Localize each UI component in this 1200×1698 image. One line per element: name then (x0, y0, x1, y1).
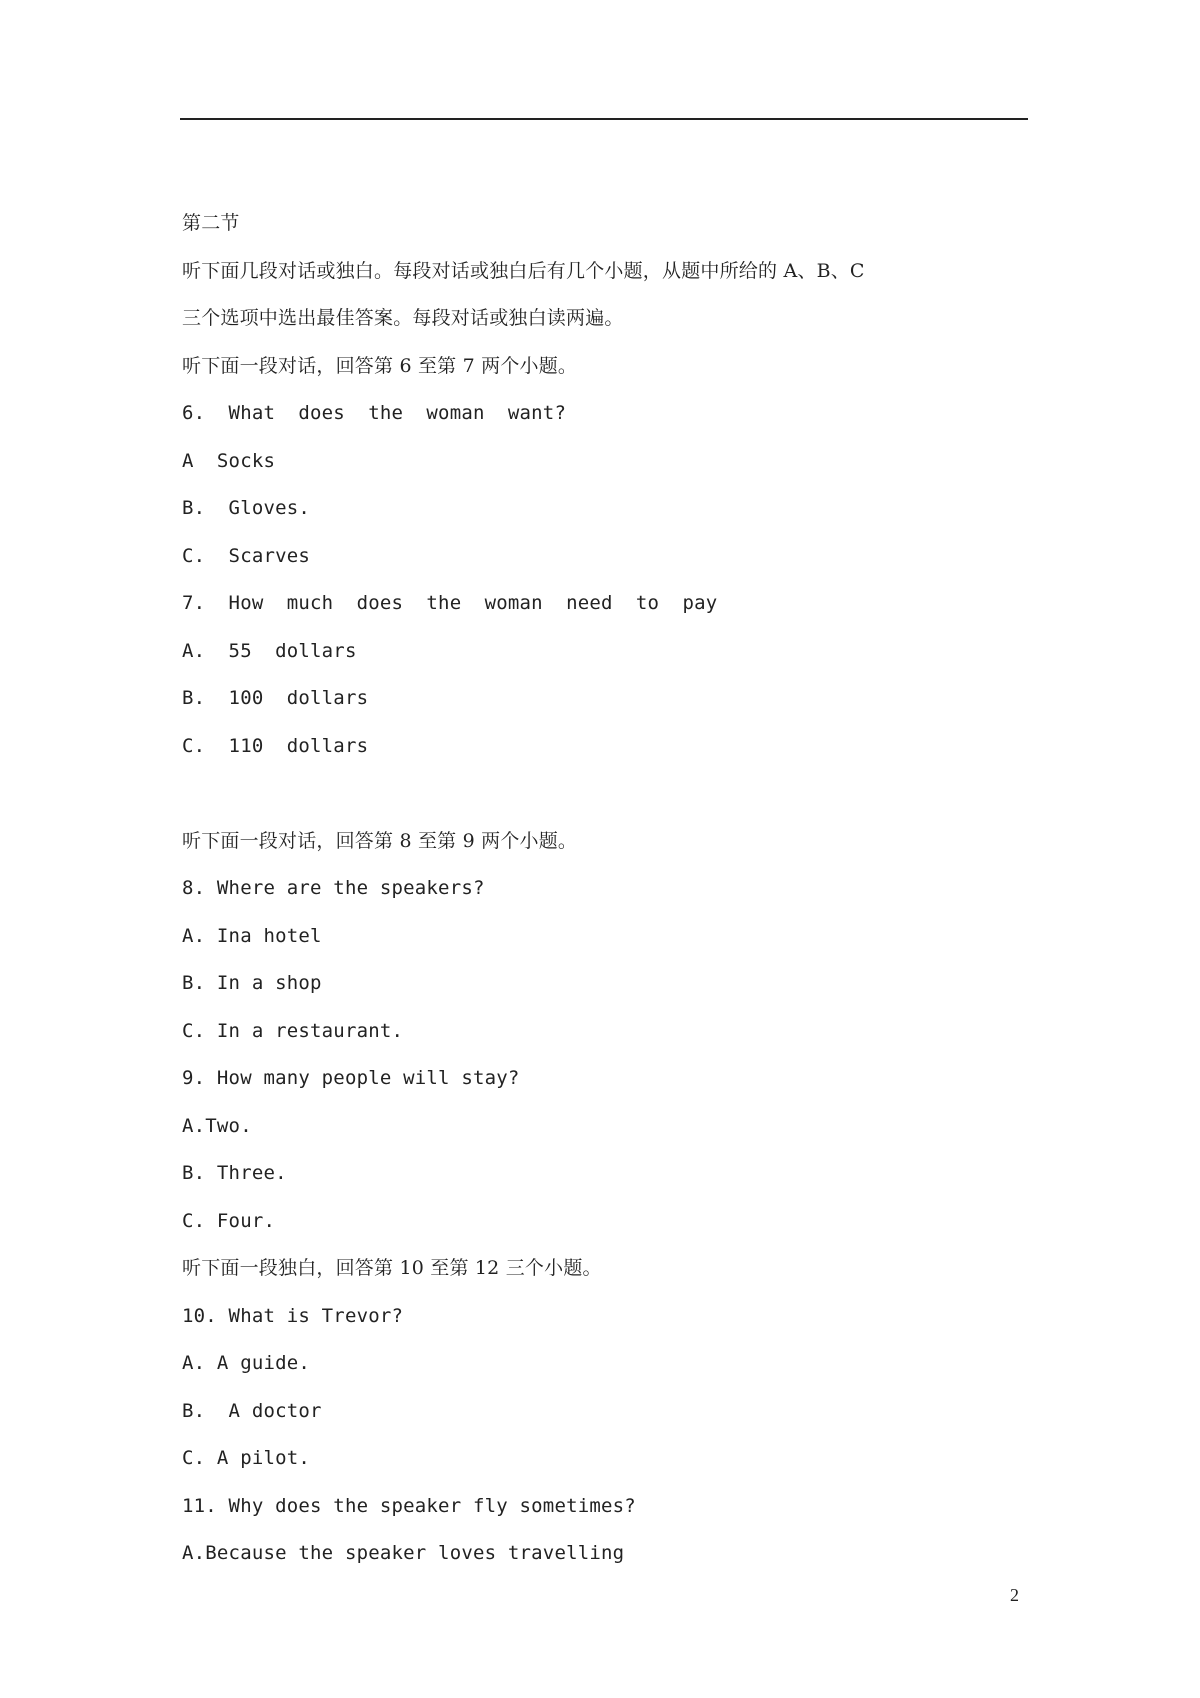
option: A. A guide. (182, 1352, 311, 1374)
option: B. Gloves. (182, 497, 311, 519)
question-7: 7. How much does the woman need to pay (182, 592, 718, 614)
option: B. 100 dollars (182, 687, 369, 709)
group-intro: 听下面一段独白，回答第 10 至第 12 三个小题。 (182, 1257, 602, 1279)
question-9: 9. How many people will stay? (182, 1067, 520, 1089)
group-intro: 听下面一段对话，回答第 8 至第 9 两个小题。 (182, 829, 578, 852)
instructions-line-2: 三个选项中选出最佳答案。每段对话或独白读两遍。 (182, 307, 624, 329)
blank-line (182, 770, 1042, 818)
question-11: 11. Why does the speaker fly sometimes? (182, 1494, 636, 1517)
question-6: 6. What does the woman want? (182, 402, 567, 424)
group-intro: 听下面一段对话，回答第 6 至第 7 两个小题。 (182, 354, 578, 377)
option: B. In a shop (182, 972, 322, 994)
page-number: 2 (1010, 1585, 1019, 1605)
option: A.Two. (182, 1114, 252, 1137)
option: A. 55 dollars (182, 639, 357, 662)
section-title: 第二节 (182, 212, 240, 234)
question-8: 8. Where are the speakers? (182, 877, 485, 899)
question-10: 10. What is Trevor? (182, 1304, 404, 1327)
option: A Socks (182, 449, 276, 472)
option: C. 110 dollars (182, 734, 369, 757)
option: C. In a restaurant. (182, 1019, 404, 1042)
header-rule (180, 118, 1028, 120)
option: C. Four. (182, 1209, 276, 1232)
option: C. Scarves (182, 544, 311, 567)
option: C. A pilot. (182, 1447, 311, 1469)
option: A. Ina hotel (182, 924, 322, 947)
option: A.Because the speaker loves travelling (182, 1542, 625, 1564)
option: B. Three. (182, 1162, 287, 1184)
option: B. A doctor (182, 1399, 322, 1422)
page-content (182, 200, 1042, 1578)
instructions-line-1: 听下面几段对话或独白。每段对话或独白后有几个小题，从题中所给的 A、B、C (182, 259, 865, 282)
